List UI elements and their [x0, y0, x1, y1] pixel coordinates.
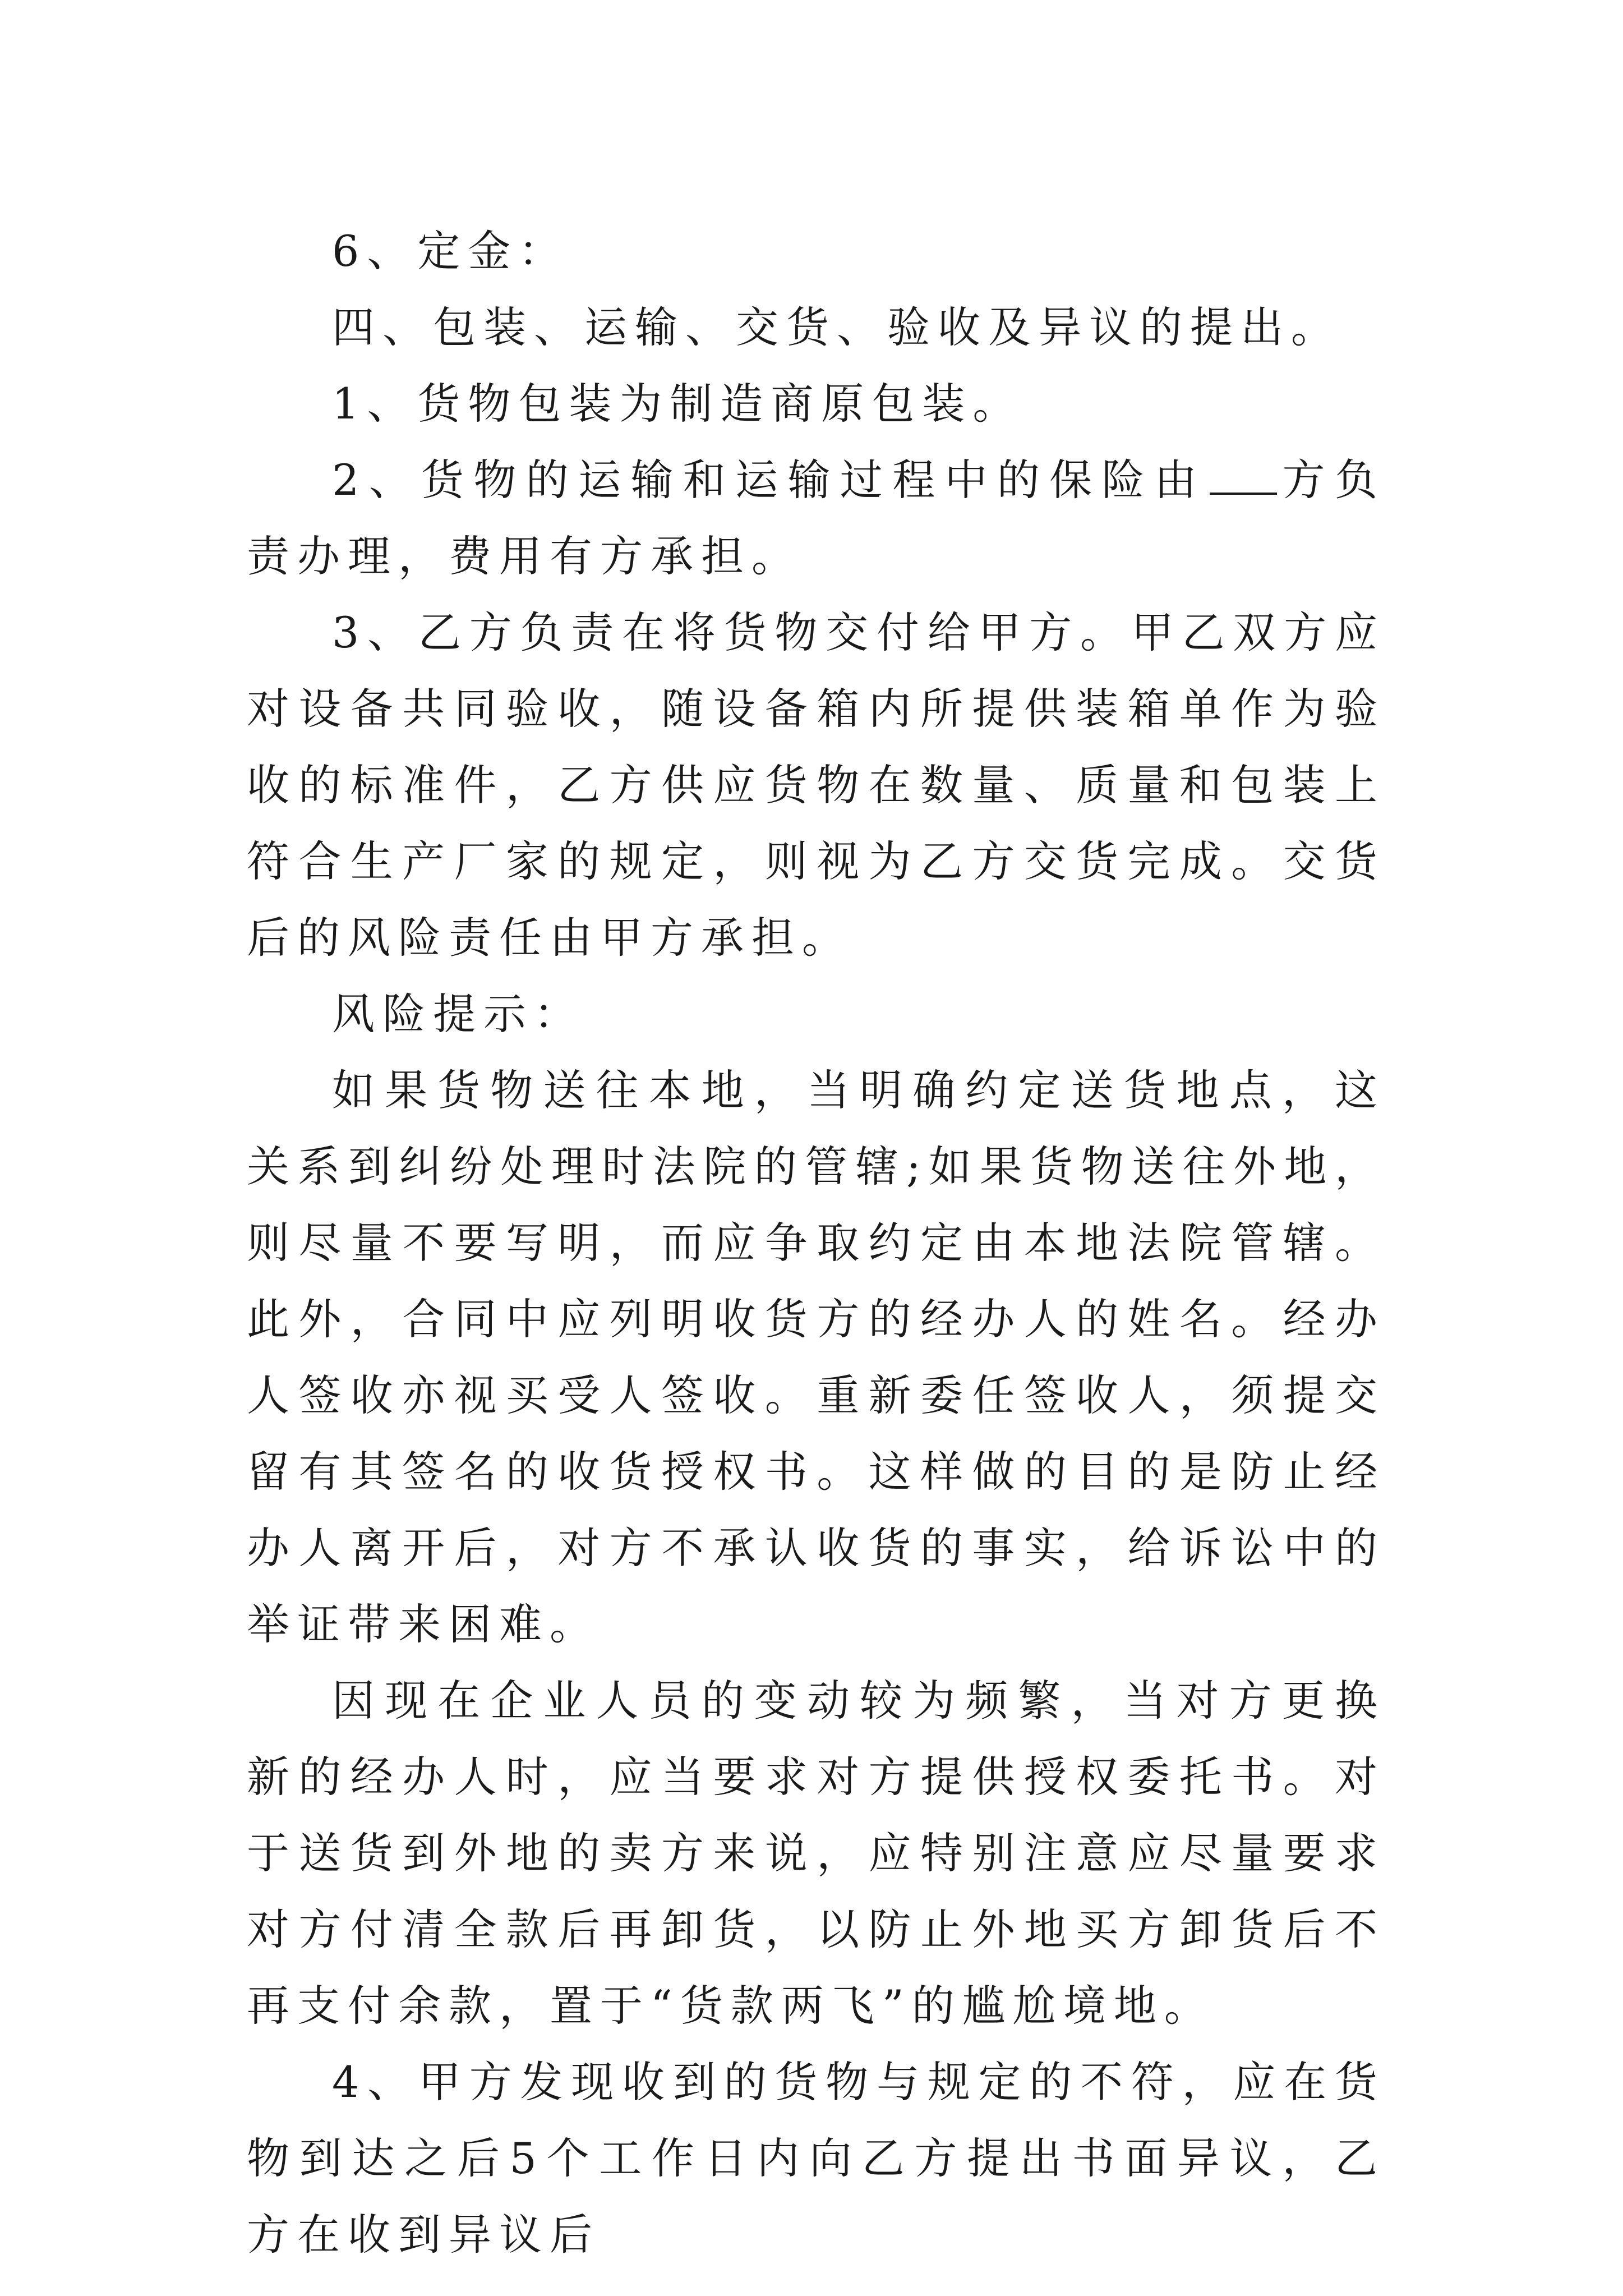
clause-transport-text-before: 2、货物的运输和运输过程中的保险由 [332, 455, 1207, 505]
clause-transport-text-after: 方负责办理，费用有方承担。 [247, 455, 1385, 581]
blank-underline [1210, 453, 1277, 495]
risk-notice-heading: 风险提示： [332, 989, 584, 1039]
section-heading-packaging: 四、包装、运输、交货、验收及异议的提出。 [332, 302, 1341, 352]
clause-packaging: 1、货物包装为制造商原包装。 [332, 379, 1023, 429]
risk-notice-paragraph-2: 因现在企业人员的变动较为频繁，当对方更换新的经办人时，应当要求对方提供授权委托书。对于送货到外地的卖方来说，应特别注意应尽量要求对方付清全款后再卸货，以防止外地买方卸货后不再支付余款，置于“货款两飞”的尴尬境地。 [247, 1676, 1385, 2031]
clause-transport [247, 442, 1385, 595]
clause-delivery: 3、乙方负责在将货物交付给甲方。甲乙双方应对设备共同验收，随设备箱内所提供装箱单作为验收的标准件，乙方供应货物在数量、质量和包装上符合生产厂家的规定，则视为乙方交货完成。交货后的风险责任由甲方承担。 [247, 608, 1385, 963]
clause-objection: 4、甲方发现收到的货物与规定的不符，应在货物到达之后5个工作日内向乙方提出书面异议，乙方在收到异议后 [247, 2057, 1385, 2260]
document-page [247, 213, 1385, 2273]
risk-notice-paragraph: 如果货物送往本地，当明确约定送货地点，这关系到纠纷处理时法院的管辖;如果货物送往外地，则尽量不要写明，而应争取约定由本地法院管辖。此外，合同中应列明收货方的经办人的姓名。经办人签收亦视买受人签收。重新委任签收人，须提交留有其签名的收货授权书。这样做的目的是防止经办人离开后，对方不承认收货的事实，给诉讼中的举证带来困难。 [247, 1065, 1385, 1649]
clause-deposit: 6、定金： [332, 226, 569, 276]
